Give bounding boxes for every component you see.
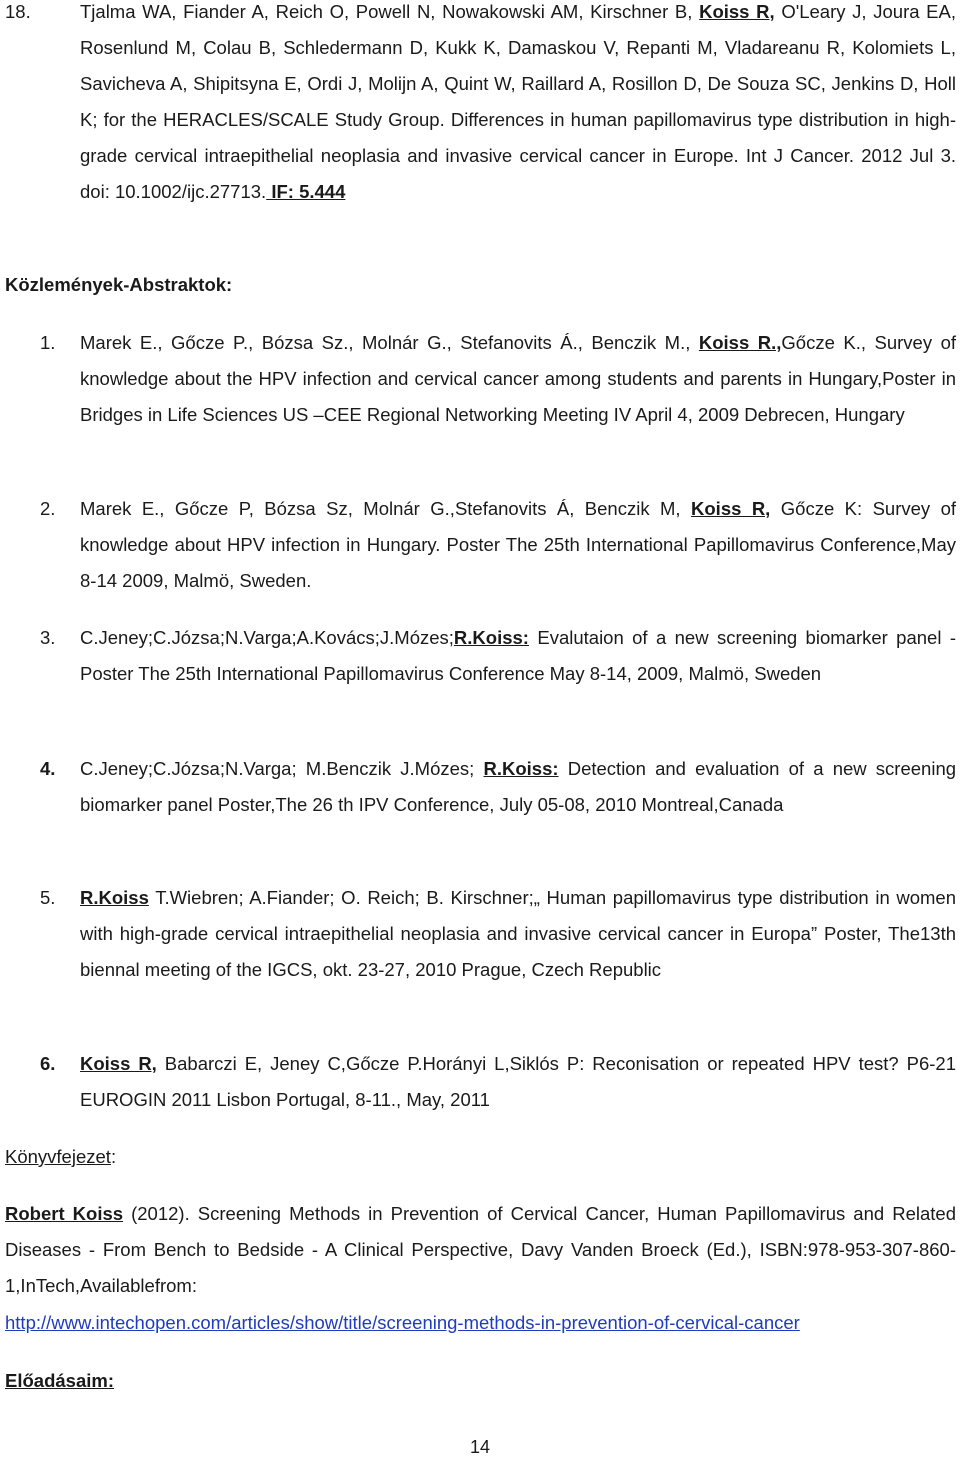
publication-entry-18 [5,0,956,210]
book-chapter-heading [5,1139,116,1175]
book-link-row [5,1305,956,1341]
item-citation: Evalutaion of a new screening biomarker panel - Poster The 25th International Papillomavirus Conference May 8-14, 2009, Malmö, Sweden [80,627,956,684]
item-number: 3. [40,627,56,648]
book-chapter-heading-colon: : [110,1146,117,1167]
abstracts-heading: Közlemények-Abstraktok: [5,274,233,295]
item-citation: T.Wiebren; A.Fiander; O. Reich; B. Kirschner;„ Human papillomavirus type distribution in women with high-grade cervical intraepithelial neoplasia and invasive cervical cancer in Europa” Poster, The13th biennal meeting of the IGCS, okt. 23-27, 2010 Prague, Czech Republic [80,887,957,980]
page-number: 14 [469,1437,491,1457]
book-chapter-entry [5,1196,956,1304]
highlighted-author: R.Koiss: [453,627,529,648]
item-number: 5. [40,887,56,908]
impact-factor: IF: 5.444 [266,181,346,202]
item-authors: C.Jeney;C.Józsa;N.Varga; M.Benczik J.Mózes; [80,758,475,779]
item-citation: Babarczi E, Jeney C,Gőcze P.Horányi L,Siklós P: Reconisation or repeated HPV test? P6-21 EUROGIN 2011 Lisbon Portugal, 8-11., May, 2011 [80,1053,956,1110]
item-citation: Gőcze K., Survey of knowledge about the HPV infection and cervical cancer among students and parents in Hungary,Poster in Bridges in Life Sciences US –CEE Regional Networking Meeting IV April 4, 2009 Debrecen, Hungary [80,332,957,425]
item-citation: Gőcze K: Survey of knowledge about HPV infection in Hungary. Poster The 25th International Papillomavirus Conference,May 8-14 2009, Malmö, Sweden. [80,498,957,591]
book-link[interactable]: http://www.intechopen.com/articles/show/title/screening-methods-in-prevention-of-cervical-cancer [5,1312,800,1333]
highlighted-author: Koiss R, [691,498,771,519]
item-number: 4. [40,758,56,779]
abstract-item [40,751,957,823]
highlighted-author: Koiss R., [698,332,782,353]
book-chapter-heading-text: Könyvfejezet [5,1146,111,1167]
highlighted-author: R.Koiss: [483,758,559,779]
book-citation: (2012). Screening Methods in Prevention of Cervical Cancer, Human Papillomavirus and Related Diseases - From Bench to Bedside - A Clinical Perspective, Davy Vanden Broeck (Ed.), ISBN:978-953-307-860-1,InTech,Availablefrom: [5,1203,956,1296]
item-number: 1. [40,332,56,353]
abstract-item [40,620,956,692]
item-authors: Marek E., Gőcze P., Bózsa Sz., Molnár G., Stefanovits Á., Benczik M., [80,332,691,353]
highlighted-author: R.Koiss [80,887,149,908]
item-number: 6. [40,1053,56,1074]
item-number: 2. [40,498,56,519]
highlighted-author: Koiss R, [80,1053,157,1074]
talks-heading: Előadásaim: [5,1370,114,1391]
entry-citation: O'Leary J, Joura EA, Rosenlund M, Colau B, Schledermann D, Kukk K, Damaskou V, Repanti M, Vladareanu R, Kolomiets L, Savicheva A, Shipitsyna E, Ordi J, Molijn A, Quint W, Raillard A, Rosillon D, De Souza SC, Jenkins D, Holl K; for the HERACLES/SCALE Study Group. Differences in human papillomavirus type distribution in high-grade cervical intraepithelial neoplasia and invasive cervical cancer in Europe. Int J Cancer. 2012 Jul 3. doi: 10.1002/ijc.27713. [80,1,956,202]
abstract-item [40,880,957,988]
abstract-item [40,491,957,599]
abstract-item [40,325,957,433]
item-citation: Detection and evaluation of a new screening biomarker panel Poster,The 26 th IPV Conference, July 05-08, 2010 Montreal,Canada [80,758,957,815]
book-author: Robert Koiss [5,1203,124,1224]
item-authors: C.Jeney;C.Józsa;N.Varga;A.Kovács;J.Mózes; [80,627,454,648]
abstract-item [40,1046,956,1118]
entry-number: 18. [5,1,31,22]
highlighted-author: Koiss R, [699,1,775,22]
item-authors: Marek E., Gőcze P, Bózsa Sz, Molnár G.,Stefanovits Á, Benczik M, [80,498,681,519]
entry-authors: Tjalma WA, Fiander A, Reich O, Powell N, Nowakowski AM, Kirschner B, [80,1,693,22]
